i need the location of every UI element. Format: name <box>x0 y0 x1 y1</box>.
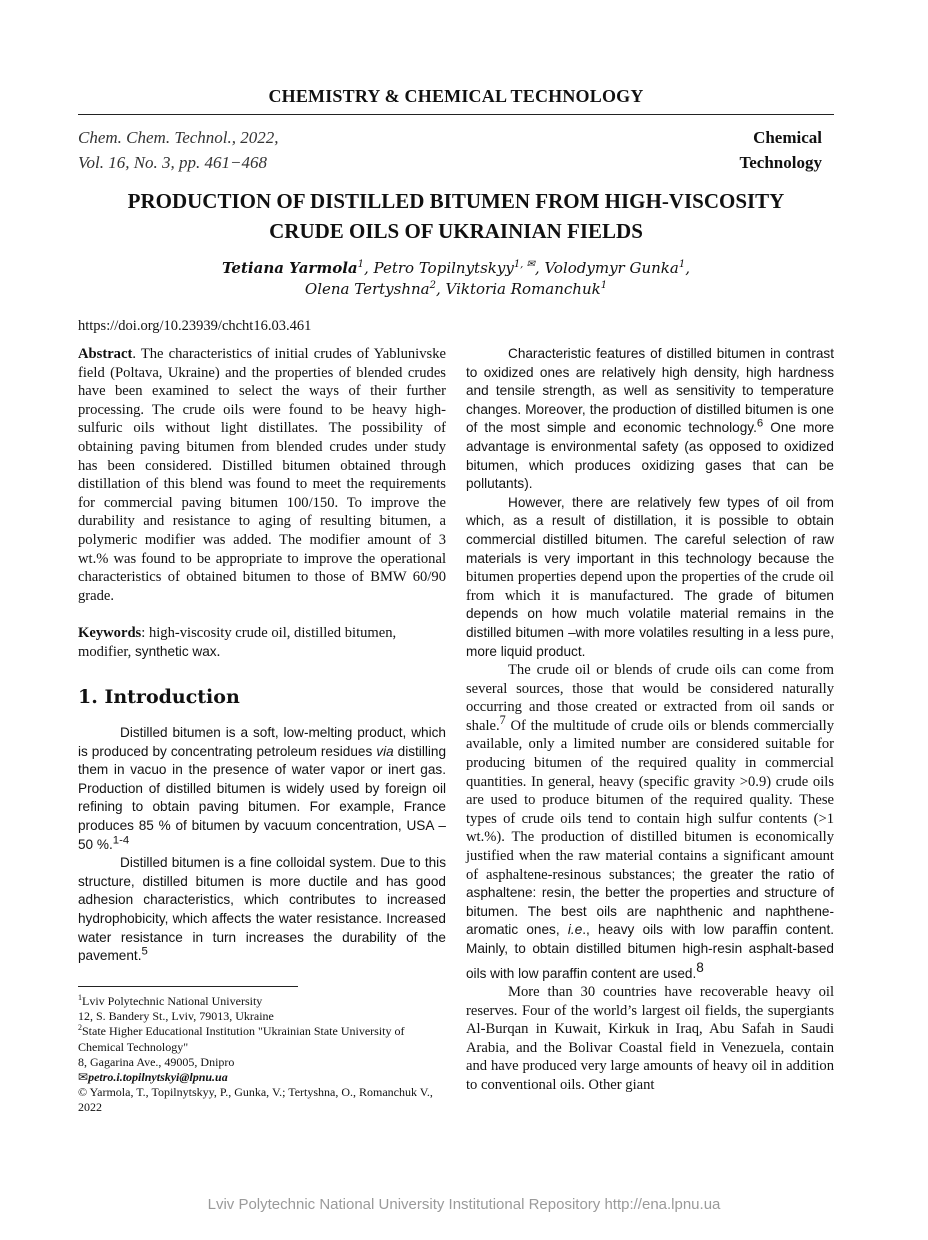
right-paragraph-4: More than 30 countries have recoverable heavy oil reserves. Four of the world’s largest oil fields, the supergiants Al-Burqan in Kuwait, Kirkuk in Iraq, Abu Safah in Saudi Arabia, and the Bolivar Coastal field in Venezuela, contain and have produced very large amounts of heavy oil in addition to conventional oils. Other giant <box>466 984 834 1094</box>
right-p1-b: One more advantage is environmental safety (as opposed to oxidized bitumen, which produces oxidizing gases that can be pollutants). <box>466 420 835 492</box>
right-paragraph-3 <box>466 661 834 983</box>
author-affiliation: 1 <box>357 259 364 270</box>
section-heading: 1. Introduction <box>78 685 240 708</box>
abstract <box>78 345 446 605</box>
author-name: Petro Topilnytskyy <box>373 259 514 277</box>
right-p2-a: However, there are relatively few types of oil from which, as a result of distillation, it is possible to obtain commercial distilled bitumen. The careful selection of raw materials is very important in this technology because <box>466 494 834 566</box>
email-address[interactable]: petro.i.topilnytskyi@lpnu.ua <box>88 1070 228 1085</box>
footnote-email[interactable] <box>78 1070 446 1085</box>
author-affiliation: 2 <box>429 280 436 291</box>
right-p1-a: Characteristic features of distilled bitumen in contrast to oxidized ones are relatively high density, high hardness and tensile strength, as well as sensitivity to temperature changes. Moreover, the production of distilled bitumen is one of the most simple and economic technology. <box>466 346 834 436</box>
footnote-marker: 2 <box>78 1023 82 1033</box>
author-line-2: Olena Tertyshna$^2$, Viktoria Romanchuk$^1$ <box>304 280 608 298</box>
right-p3-ie: i.e <box>567 922 583 938</box>
abstract-label: Abstract <box>78 346 133 362</box>
footnote-address-2: 8, Gagarina Ave., 49005, Dnipro <box>78 1054 235 1069</box>
footnote-address-1: 12, S. Bandery St., Lviv, 79013, Ukraine <box>78 1009 274 1024</box>
paper-title-line-1: PRODUCTION OF DISTILLED BITUMEN FROM HIGH-VISCOSITY <box>127 189 785 213</box>
keywords-period: . <box>216 643 221 660</box>
right-p3-a: The crude oil or blends of crude oils can come from several sources, those that would be considered naturally occurring and those created or extracted from oil sands or shale. <box>466 662 834 734</box>
footnote-text: Lviv Polytechnic National University <box>82 994 263 1008</box>
author-name: Olena Tertyshna <box>304 280 430 298</box>
citation-ref: 1-4 <box>112 834 130 847</box>
journal-name <box>739 125 822 175</box>
right-p3-d: ., heavy oils with low paraffin content. Mainly, to obtain distilled bitumen high-resin asphalt-based oils with low paraffin content are used. <box>466 922 835 981</box>
paper-title-line-2: CRUDE OILS OF UKRAINIAN FIELDS <box>269 219 643 243</box>
right-paragraph-1 <box>466 345 834 494</box>
author-affiliation: 1 <box>600 280 608 291</box>
author-list <box>78 258 834 300</box>
keywords-text-end: synthetic wax <box>134 643 217 659</box>
citation-info <box>78 125 279 175</box>
author-name: Volodymyr Gunka <box>544 259 679 277</box>
footnote-marker: 1 <box>78 993 82 1002</box>
keywords-text: : high-viscosity crude oil, distilled bitumen, modifier, <box>78 625 397 660</box>
citation-ref: 7 <box>499 713 506 728</box>
doi-link[interactable]: https://doi.org/10.23939/chcht16.03.461 <box>78 318 312 334</box>
footnote-copyright: © Yarmola, T., Topilnytskyy, P., Gunka, V.; Tertyshna, O., Romanchuk V., 2022 <box>78 1085 433 1115</box>
left-column <box>78 345 446 966</box>
author-name: Viktoria Romanchuk <box>445 280 601 298</box>
keywords <box>78 624 446 661</box>
author-affiliation: 1 <box>678 259 686 270</box>
keywords-label: Keywords <box>78 625 142 642</box>
right-paragraph-2 <box>466 494 834 661</box>
header-rule <box>78 114 834 115</box>
right-column <box>466 345 834 1095</box>
right-p3-b: Of the multitude of crude oils or blends commercially available, only a limited number are considered suitable for producing bitumen of the required quality in commercial quantities. In general, heavy (specific gravity >0.9) crude oils are used to produce bitumen of the required quality. These types of crude oils tend to contain high sulfur contents (>1 wt.%). The production of distilled bitumen is economically justified when the raw material contains a significant amount of asphaltene-resinous substances <box>466 717 834 883</box>
footnote-rule <box>78 986 298 987</box>
author-name: Tetiana Yarmola <box>221 259 358 277</box>
footnote-text: State Higher Educational Institution "Ukrainian State University of Chemical Technology" <box>78 1024 405 1054</box>
footnotes <box>78 994 446 1116</box>
paper-title <box>78 186 834 246</box>
citation-ref: 5 <box>141 945 148 958</box>
intro-p1-via: via <box>376 743 394 759</box>
right-p2-c: The grade of bitumen depends on how much volatile material remains in the distilled bitumen –with more volatiles resulting in a less pure, more liquid product. <box>466 587 834 659</box>
author-affiliation: 1, ✉ <box>513 259 535 270</box>
intro-p1-b: distilling them in vacuo in the presence of water vapor or inert gas. Production of distilled bitumen is widely used by foreign oil refining to obtain paving bitumen. For example, France produces 85 % of bitumen by vacuum concentration, USA – 50 %. <box>78 743 447 852</box>
envelope-icon: ✉ <box>78 1070 89 1085</box>
journal-name-line-1: Chemical <box>753 128 822 147</box>
right-p2-b: the bitumen properties depend upon the properties of the crude oil from which it is manufactured. <box>466 550 834 604</box>
author-line-1: Tetiana Yarmola$^1$, Petro Topilnytskyy$^{1, ✉}$, Volodymyr Gunka$^1$, <box>221 259 690 277</box>
intro-p1-a: Distilled bitumen is a soft, low-melting product, which is produced by concentrating petroleum residues <box>78 725 446 759</box>
footnote-affiliation-2 <box>78 1024 446 1054</box>
repository-footer: Lviv Polytechnic National University Institutional Repository http://ena.lpnu.ua <box>207 1196 721 1213</box>
citation-ref: 8 <box>696 959 704 975</box>
abstract-text: . The characteristics of initial crudes of Yablunivske field (Poltava, Ukraine) and the properties of blended crudes have been examined to select the ways of their further processing. The crude oils were found to be heavy high-sulfuric oils without light distillates. The possibility of obtaining paving bitumen from blended crudes under study has been considered. Distilled bitumen obtained through distillation of this blend was found to meet the requirements for commercial paving bitumen 100/150. To improve the durability and resistance to aging of resulting bitumen, a polymeric modifier was added. The modifier amount of 3 wt.% was found to be appropriate to improve the operational characteristics of obtained bitumen to those of BMW 60/90 grade. <box>78 346 446 604</box>
citation-line-2: Vol. 16, No. 3, pp. 461−468 <box>78 153 268 172</box>
intro-paragraph-2 <box>78 854 446 966</box>
journal-name-line-2: Technology <box>739 153 822 172</box>
journal-section-header: CHEMISTRY & CHEMICAL TECHNOLOGY <box>268 86 644 106</box>
right-p3-c: ; the greater the ratio of asphaltene: resin, the better the properties and structure of bitumen. The best oils are naphthenic and naphthene-aromatic ones, <box>466 866 834 938</box>
intro-paragraph-1 <box>78 724 446 854</box>
citation-line-1: Chem. Chem. Technol., 2022, <box>78 128 279 147</box>
citation-ref: 6 <box>756 417 764 430</box>
footnote-affiliation-1 <box>78 994 446 1009</box>
intro-p2-text: Distilled bitumen is a fine colloidal system. Due to this structure, distilled bitumen is more ductile and has good adhesion characteristics, which contributes to increased hydrophobicity, which affects the water resistance. Increased water resistance in turn increases the durability of the pavement. <box>78 855 446 964</box>
